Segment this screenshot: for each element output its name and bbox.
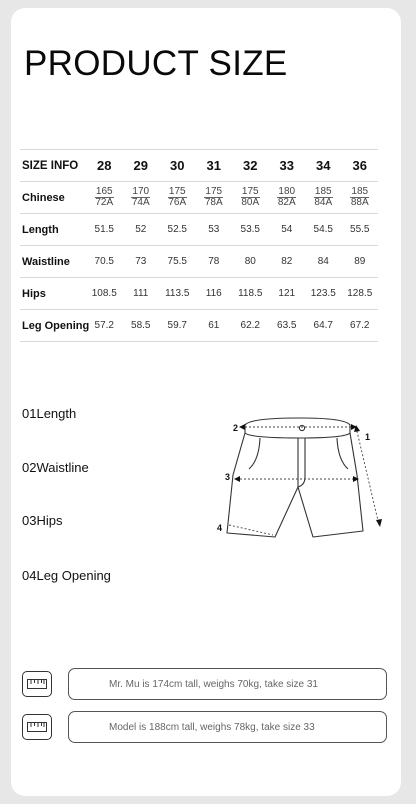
measure-endpoints (234, 424, 382, 527)
size-header-row (20, 150, 378, 182)
table-cell (305, 182, 342, 214)
table-cell: 62.2 (232, 310, 269, 342)
size-header-cell: 33 (269, 150, 306, 182)
fraction-top: 185 (314, 185, 332, 197)
ruler-icon (22, 714, 52, 740)
fraction-bottom: 80A (241, 197, 260, 208)
diagram-label-length: 1 (365, 432, 371, 442)
model-note-2 (22, 711, 387, 743)
row-label: Leg Opening (20, 310, 86, 342)
chinese-size-fraction (131, 187, 150, 209)
table-row-leg-opening (20, 310, 378, 342)
measurement-label-waistline: 02Waistline (22, 460, 89, 475)
size-header-cell: 30 (159, 150, 196, 182)
table-row-chinese (20, 182, 378, 214)
table-cell: 55.5 (342, 214, 379, 246)
diagram-label-waistline: 2 (233, 423, 239, 433)
measurement-label-hips: 03Hips (22, 513, 63, 528)
size-info-label: SIZE INFO (20, 150, 86, 182)
chinese-size-fraction (95, 187, 114, 209)
table-cell: 73 (123, 246, 160, 278)
table-cell (342, 182, 379, 214)
row-label: Waistline (20, 246, 86, 278)
size-table (20, 149, 378, 342)
size-header-cell: 36 (342, 150, 379, 182)
table-row-waistline (20, 246, 378, 278)
table-cell: 54 (269, 214, 306, 246)
measurement-label-length: 01Length (22, 406, 77, 421)
chinese-size-fraction (314, 187, 333, 209)
chinese-size-fraction (204, 187, 223, 209)
size-header-cell: 28 (86, 150, 123, 182)
table-cell: 111 (123, 278, 160, 310)
fraction-top: 170 (132, 185, 150, 197)
table-cell: 58.5 (123, 310, 160, 342)
fraction-top: 185 (351, 185, 369, 197)
chinese-size-fraction (168, 187, 187, 209)
fraction-bottom: 88A (350, 197, 369, 208)
table-cell: 113.5 (159, 278, 196, 310)
table-cell: 70.5 (86, 246, 123, 278)
row-label: Hips (20, 278, 86, 310)
table-cell (159, 182, 196, 214)
row-label: Length (20, 214, 86, 246)
model-note-text: Model is 188cm tall, weighs 78kg, take size 33 (68, 711, 387, 743)
table-cell: 67.2 (342, 310, 379, 342)
table-cell: 82 (269, 246, 306, 278)
table-row-hips (20, 278, 378, 310)
table-cell: 108.5 (86, 278, 123, 310)
model-note-text: Mr. Mu is 174cm tall, weighs 70kg, take size 31 (68, 668, 387, 700)
chinese-size-fraction (277, 187, 296, 209)
table-cell: 52 (123, 214, 160, 246)
table-cell: 51.5 (86, 214, 123, 246)
size-header-cell: 34 (305, 150, 342, 182)
diagram-label-leg-opening: 4 (217, 523, 223, 533)
table-cell: 63.5 (269, 310, 306, 342)
table-cell: 52.5 (159, 214, 196, 246)
fraction-top: 180 (278, 185, 296, 197)
table-cell: 89 (342, 246, 379, 278)
chinese-size-fraction (241, 187, 260, 209)
fraction-top: 175 (241, 185, 259, 197)
table-cell: 116 (196, 278, 233, 310)
table-cell (232, 182, 269, 214)
table-cell: 61 (196, 310, 233, 342)
table-cell: 53.5 (232, 214, 269, 246)
diagram-label-hips: 3 (225, 472, 231, 482)
shorts-diagram (205, 405, 390, 555)
table-cell: 64.7 (305, 310, 342, 342)
shorts-outline (227, 418, 363, 537)
size-header-cell: 32 (232, 150, 269, 182)
table-cell: 57.2 (86, 310, 123, 342)
table-cell (196, 182, 233, 214)
fraction-bottom: 78A (204, 197, 223, 208)
fraction-bottom: 74A (131, 197, 150, 208)
table-cell (269, 182, 306, 214)
measurement-label-leg-opening: 04Leg Opening (22, 568, 111, 583)
table-cell: 80 (232, 246, 269, 278)
table-row-length (20, 214, 378, 246)
table-cell: 78 (196, 246, 233, 278)
table-cell (123, 182, 160, 214)
fraction-bottom: 82A (277, 197, 296, 208)
table-cell: 84 (305, 246, 342, 278)
size-header-cell: 31 (196, 150, 233, 182)
row-label: Chinese (20, 182, 86, 214)
ruler-icon (22, 671, 52, 697)
fraction-bottom: 76A (168, 197, 187, 208)
table-cell: 121 (269, 278, 306, 310)
fraction-bottom: 72A (95, 197, 114, 208)
table-cell (86, 182, 123, 214)
fraction-top: 175 (205, 185, 223, 197)
fraction-bottom: 84A (314, 197, 333, 208)
table-cell: 75.5 (159, 246, 196, 278)
size-header-cell: 29 (123, 150, 160, 182)
page-title: PRODUCT SIZE (24, 44, 288, 83)
chinese-size-fraction (350, 187, 369, 209)
table-cell: 123.5 (305, 278, 342, 310)
table-cell: 53 (196, 214, 233, 246)
fraction-top: 175 (168, 185, 186, 197)
fraction-top: 165 (95, 185, 113, 197)
table-cell: 128.5 (342, 278, 379, 310)
table-cell: 118.5 (232, 278, 269, 310)
table-cell: 59.7 (159, 310, 196, 342)
model-note-1 (22, 668, 387, 700)
table-cell: 54.5 (305, 214, 342, 246)
